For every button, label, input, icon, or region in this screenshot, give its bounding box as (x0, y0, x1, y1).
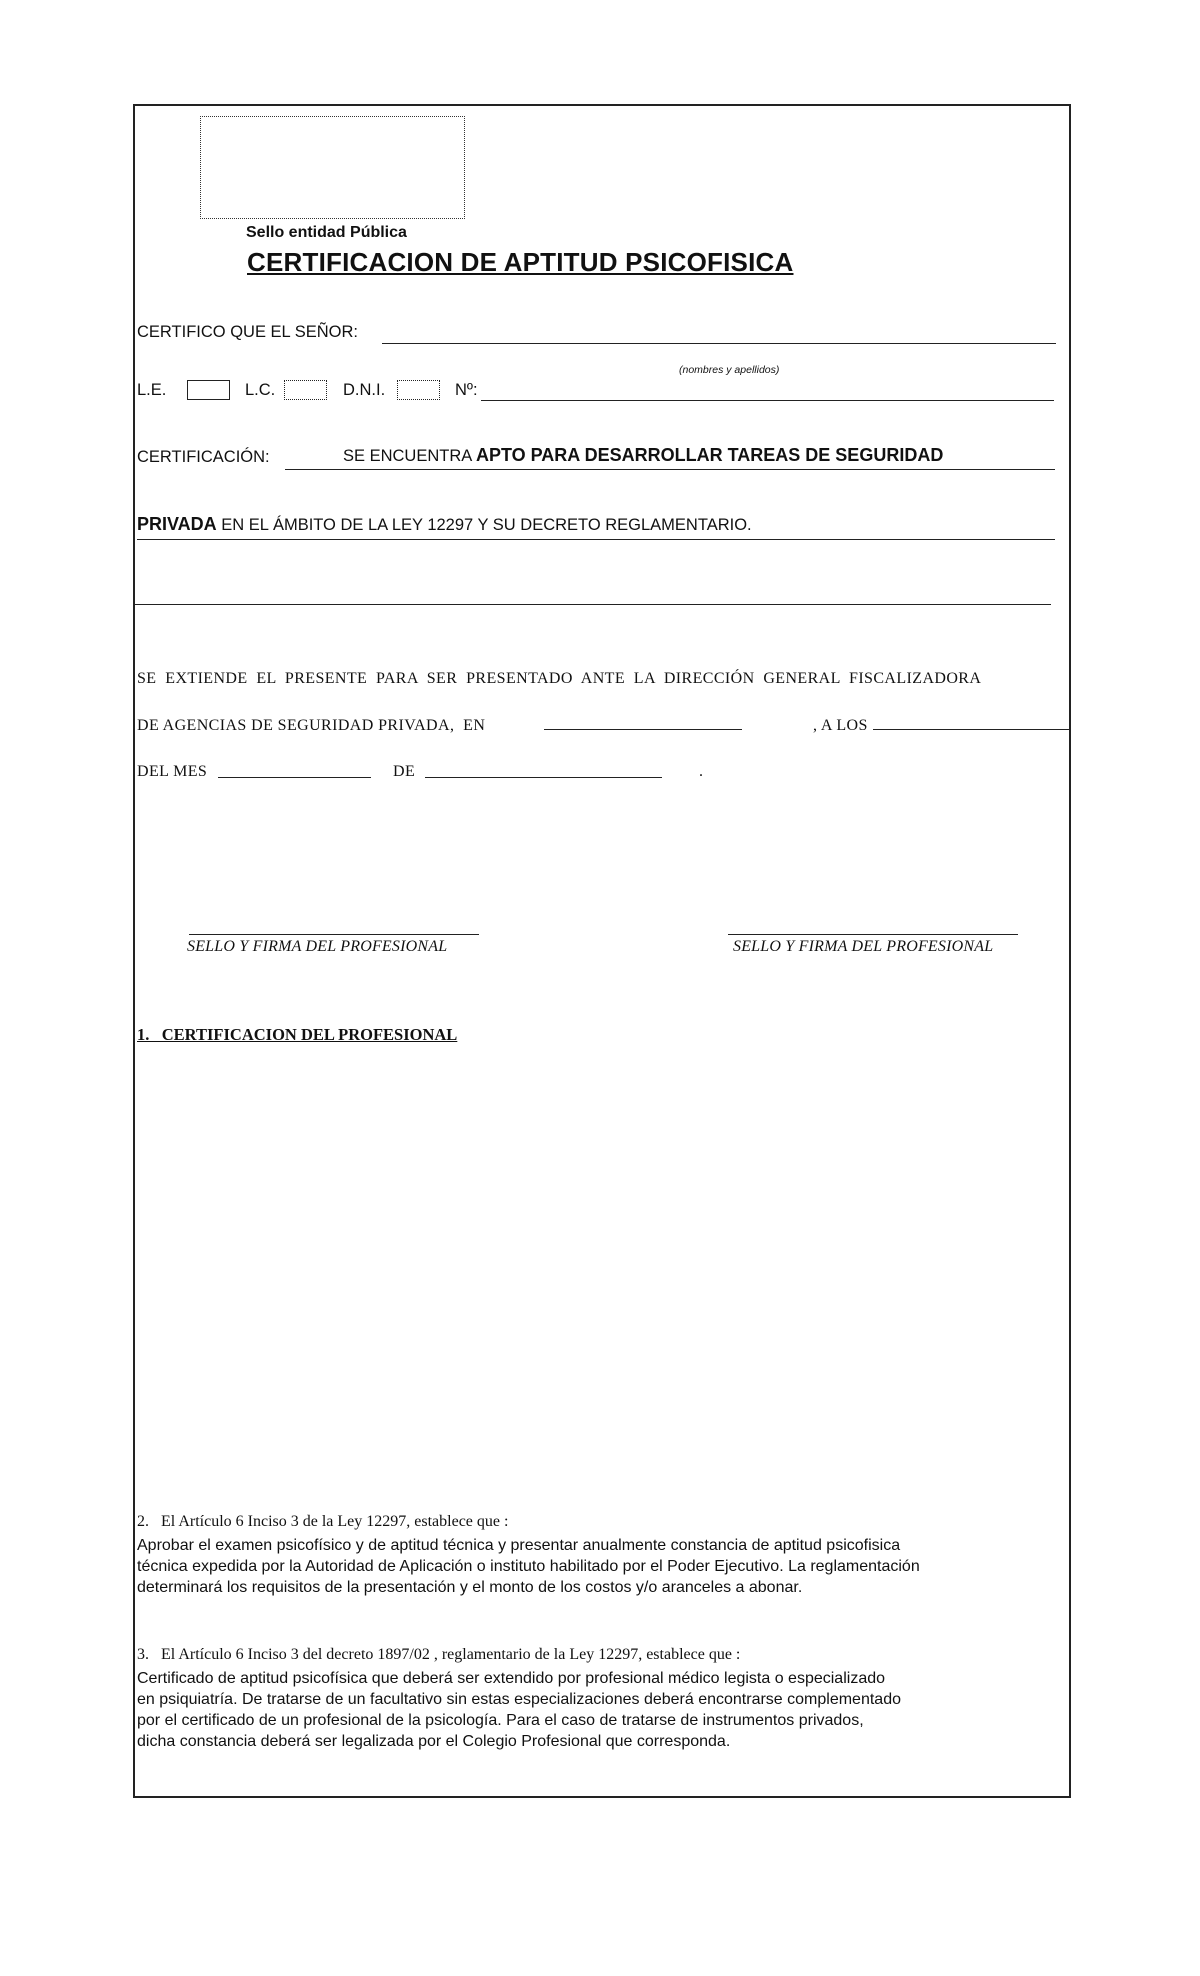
note-2-line: técnica expedida por la Autoridad de Aplicación o instituto habilitado por el Poder Ejecutivo. La reglamentación (137, 1558, 920, 1575)
section-1-heading: 1. CERTIFICACION DEL PROFESIONAL (137, 1025, 458, 1044)
certificacion-prefix: SE ENCUENTRA (343, 447, 472, 465)
certificacion-line-1 (285, 469, 1055, 470)
dni-checkbox[interactable] (397, 380, 440, 400)
dni-label: D.N.I. (343, 381, 386, 399)
de-field-line[interactable] (425, 777, 662, 778)
note-2-line: determinará los requisitos de la presentación y el monto de los costos y/o aranceles a abonar. (137, 1579, 803, 1596)
numero-field-line[interactable] (481, 400, 1054, 401)
lc-checkbox[interactable] (284, 380, 327, 400)
le-label: L.E. (137, 381, 167, 399)
certificacion-bold-2: PRIVADA (137, 514, 217, 534)
name-field-hint: (nombres y apellidos) (679, 364, 780, 376)
certificacion-line-2 (137, 539, 1055, 540)
mes-label: DEL MES (137, 763, 208, 780)
blank-line[interactable] (133, 604, 1051, 605)
alos-label: , A LOS (813, 717, 868, 734)
name-field-line[interactable] (382, 343, 1056, 344)
note-2-line: Aprobar el examen psicofísico y de aptitud técnica y presentar anualmente constancia de aptitud psicofisica (137, 1537, 901, 1554)
note-3-line: dicha constancia deberá ser legalizada por el Colegio Profesional que corresponda. (137, 1733, 731, 1750)
mes-end-dot: . (699, 763, 704, 780)
note-3-line: Certificado de aptitud psicofísica que deberá ser extendido por profesional médico legista o especializado (137, 1670, 886, 1687)
certificacion-label: CERTIFICACIÓN: (137, 448, 270, 466)
signature-line-right[interactable] (728, 934, 1018, 935)
certificacion-rest-2: EN EL ÁMBITO DE LA LEY 12297 Y SU DECRETO REGLAMENTARIO. (221, 516, 752, 534)
note-3-heading: 3. El Artículo 6 Inciso 3 del decreto 1897/02 , reglamentario de la Ley 12297, establece que : (137, 1646, 741, 1663)
note-2-body (137, 1535, 1037, 1598)
extiende-line-2: DE AGENCIAS DE SEGURIDAD PRIVADA, EN (137, 717, 486, 734)
certificacion-text-2 (137, 514, 752, 535)
signature-label-left: SELLO Y FIRMA DEL PROFESIONAL (187, 938, 448, 955)
mes-field-line[interactable] (218, 777, 371, 778)
stamp-box (200, 116, 465, 219)
page-title: CERTIFICACION DE APTITUD PSICOFISICA (247, 247, 794, 277)
alos-field-line[interactable] (873, 729, 1069, 730)
note-3-line: en psiquiatría. De tratarse de un facultativo sin estas especializaciones deberá encontrarse complementado (137, 1691, 901, 1708)
de-label: DE (393, 763, 416, 780)
signature-line-left[interactable] (189, 934, 479, 935)
certificacion-bold-1: APTO PARA DESARROLLAR TAREAS DE SEGURIDAD (475, 445, 944, 465)
en-field-line[interactable] (544, 729, 742, 730)
lc-label: L.C. (245, 381, 276, 399)
note-2-heading: 2. El Artículo 6 Inciso 3 de la Ley 12297, establece que : (137, 1513, 509, 1530)
note-3-line: por el certificado de un profesional de la psicología. Para el caso de tratarse de instrumentos privados, (137, 1712, 864, 1729)
numero-label: Nº: (455, 381, 478, 399)
note-3-body (137, 1668, 1037, 1752)
signature-label-right: SELLO Y FIRMA DEL PROFESIONAL (733, 938, 994, 955)
stamp-label: Sello entidad Pública (246, 224, 407, 241)
certifico-label: CERTIFICO QUE EL SEÑOR: (137, 323, 358, 341)
extiende-line-1: SE EXTIENDE EL PRESENTE PARA SER PRESENTADO ANTE LA DIRECCIÓN GENERAL FISCALIZADORA (137, 670, 982, 687)
certificacion-text-1 (343, 445, 943, 466)
le-checkbox[interactable] (187, 380, 230, 400)
